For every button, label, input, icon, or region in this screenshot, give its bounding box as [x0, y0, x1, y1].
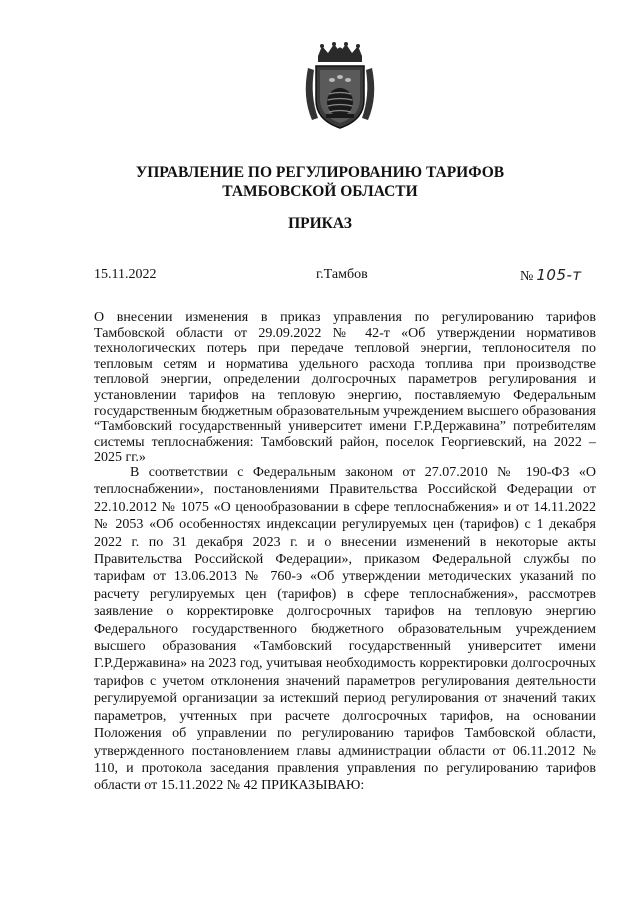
handwritten-number: 105-т: [536, 266, 582, 284]
tambov-coat-of-arms-icon: [300, 42, 380, 132]
organization-title-line1: УПРАВЛЕНИЕ ПО РЕГУЛИРОВАНИЮ ТАРИФОВ: [135, 164, 505, 181]
number-sign: №: [520, 269, 534, 284]
document-number: [520, 266, 582, 286]
document-date: 15.11.2022: [94, 267, 157, 282]
document-type: ПРИКАЗ: [288, 215, 352, 232]
document-body: В соответствии с Федеральным законом от 27.07.2010 № 190-ФЗ «О теплоснабжении», постановлениями Правительства Российской Федерации от 22.10.2012 № 1075 «О ценообразовании в сфере теплоснабжения» и от 14.11.2022 № 2053 «Об особенностях индексации регулируемых цен (тарифов) с 1 декабря 2022 г. по 31 декабря 2023 г. и о внесении изменений в некоторые акты Правительства Российской Федерации», приказом Федеральной службы по тарифам от 13.06.2013 № 760-э «Об утверждении методических указаний по расчету регулируемых цен (тарифов) в сфере теплоснабжения», рассмотрев заявление о корректировке долгосрочных тарифов на тепловую энергию Федерального государственного бюджетного образовательным учреждением высшего образования «Тамбовский государственный университет имени Г.Р.Державина» на 2023 год, учитывая необходимость корректировки долгосрочных тарифов с учетом отклонения значений параметров регулирования деятельности регулируемой организации за истекший период регулирования от значений таких параметров, учтенных при расчете долгосрочных тарифов, на основании Положения об управлении по регулированию тарифов Тамбовской области, утвержденного постановлением главы администрации области от 06.11.2012 № 110, и протокола заседания правления управления по регулированию тарифов области от 15.11.2022 № 42 ПРИКАЗЫВАЮ:: [94, 465, 596, 794]
organization-title-line2: ТАМБОВСКОЙ ОБЛАСТИ: [222, 183, 418, 200]
document-subject: О внесении изменения в приказ управления по регулированию тарифов Тамбовской области от 29.09.2022 № 42-т «Об утверждении нормативов технологических потерь при передаче тепловой энергии, теплоносителя по тепловым сетям и норматива удельного расхода топлива при производстве тепловой энергии, определении долгосрочных параметров регулирования и установлении тарифов на тепловую энергию, поставляемую Федеральным государственным бюджетным образовательным учреждением высшего образования “Тамбовский государственный университет имени Г.Р.Державина” потребителям системы теплоснабжения: Тамбовский район, поселок Георгиевский, на 2022 – 2025 гг.»: [94, 310, 596, 466]
document-city: г.Тамбов: [316, 267, 368, 282]
